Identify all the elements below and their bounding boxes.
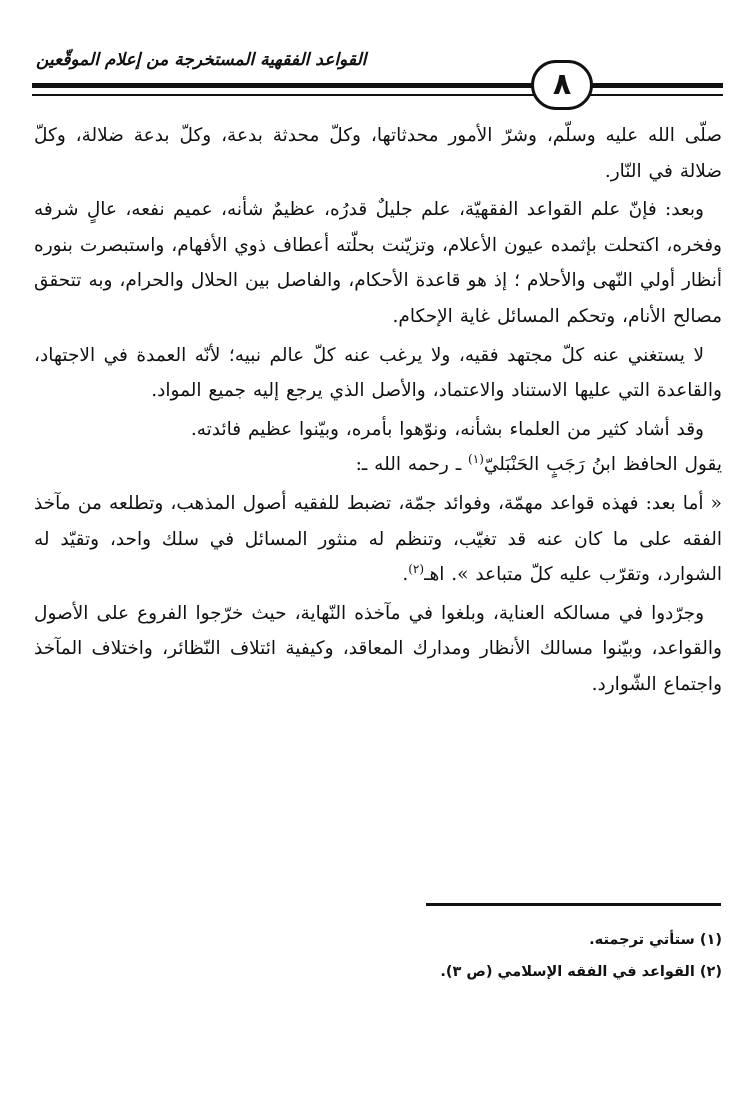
paragraph-continuation: صلّى الله عليه وسلّم، وشرّ الأمور محدثاتها، وكلّ محدثة بدعة، وكلّ بدعة ضلالة، وكلّ ضلالة في النّار. xyxy=(34,125,722,182)
quotation-tail: . xyxy=(402,564,409,586)
footnote-reference-2: (٢) xyxy=(408,561,425,576)
paragraph-importance: لا يستغني عنه كلّ مجتهد فقيه، ولا يرغب عنه كلّ عالم نبيه؛ لأنّه العمدة في الاجتهاد، والقاعدة التي عليها الاستناد والاعتماد، والأصل الذي يرجع إليه جميع المواد. xyxy=(34,344,722,402)
main-text xyxy=(34,118,722,703)
quote-intro-tail: ـ رحمه الله ـ: xyxy=(355,454,469,476)
paragraph-introduction: وبعد: فإنّ علم القواعد الفقهيّة، علم جليلٌ قدرُه، عظيمٌ شأنه، عميم نفعه، عالٍ شرفه وفخره، اكتحلت بإثمده عيون الأعلام، وتزيّنت بحلّته أعطاف ذوي الأفهام، واستبصرت بنوره أنظار أولي النّهى والأحلام ؛ إذ هو قاعدة الأحكام، والفاصل بين الحلال والحرام، وبه تتحقق مصالح الأنام، وتحكم المسائل غاية الإحكام. xyxy=(34,199,722,327)
running-title: القواعد الفقهية المستخرجة من إعلام الموقّعين xyxy=(36,50,367,70)
paragraph-closing: وجرّدوا في مسالكه العناية، وبلغوا في مآخذه النّهاية، حيث خرّجوا الفروع على الأصول والقواعد، وبيّنوا مسالك الأنظار ومدارك المعاقد، وكيفية ائتلاف النّظائر، واختلاف المآخذ واجتماع الشّوارد. xyxy=(34,602,722,695)
quote-intro-text: يقول الحافظ ابنُ رَجَبٍ الحَنْبَليّ xyxy=(483,454,722,476)
footnote-2: (٢) القواعد في الفقه الإسلامي (ص ٣). xyxy=(440,964,722,980)
paragraph-quotation xyxy=(34,486,722,593)
paragraph-quote-intro xyxy=(34,447,722,483)
footnote-separator xyxy=(426,903,721,906)
header-rule-thick xyxy=(32,83,723,88)
footnote-reference-1: (١) xyxy=(468,452,484,467)
paragraph-praise: وقد أشاد كثير من العلماء بشأنه، ونوّهوا بأمره، وبيّنوا عظيم فائدته. xyxy=(190,418,704,440)
page-number-frame xyxy=(531,60,593,110)
footnote-1: (١) ستأتي ترجمته. xyxy=(589,932,722,948)
footnotes xyxy=(34,924,722,988)
header-rule-thin xyxy=(32,94,723,96)
page-number: ٨ xyxy=(552,67,572,102)
quotation-text: « أما بعد: فهذه قواعد مهمّة، وفوائد جمّة، تضبط للفقيه أصول المذهب، وتطلعه من مآخذ الفقه على ما كان عنه قد تغيّب، وتنظم له منثور المسائل في سلك واحد، وتقيّد له الشوارد، وتقرّب عليه كلّ متباعد ». اهـ xyxy=(34,492,722,586)
